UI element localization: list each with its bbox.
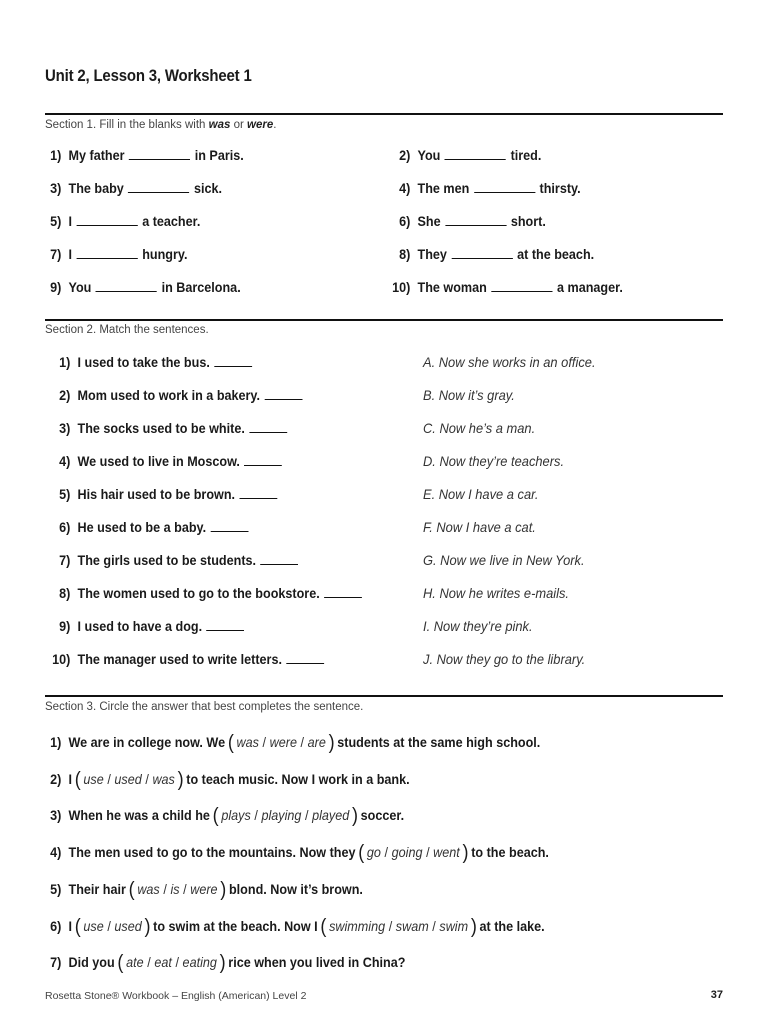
item-text: The woman xyxy=(417,279,487,295)
item-number: 2) xyxy=(399,147,411,163)
item-number: 9) xyxy=(59,618,71,634)
option-separator: / xyxy=(300,734,305,750)
item-number: 10) xyxy=(392,279,411,295)
answer-option: eating xyxy=(182,954,217,971)
fill-blank-item xyxy=(386,147,541,163)
item-text: You xyxy=(417,147,441,163)
option-separator: / xyxy=(147,954,151,971)
item-text: thirsty. xyxy=(539,180,581,196)
circle-answer-item xyxy=(37,952,405,975)
item-text: You xyxy=(68,279,92,295)
open-paren: ( xyxy=(320,915,327,938)
answer-option: used xyxy=(114,770,142,787)
answer-option: was xyxy=(152,770,175,787)
option-separator: / xyxy=(107,770,111,787)
item-text: The girls used to be students. xyxy=(77,552,257,568)
section-divider xyxy=(45,695,723,697)
open-paren: ( xyxy=(227,732,234,754)
item-text: The women used to go to the bookstore. xyxy=(77,585,320,601)
item-number: 8) xyxy=(399,246,411,262)
item-text: The baby xyxy=(68,180,124,196)
answer-option: use xyxy=(83,770,104,787)
match-answer: B. Now it’s gray. xyxy=(423,387,515,403)
open-paren: ( xyxy=(128,878,135,901)
item-text: a manager. xyxy=(557,279,623,295)
close-paren: ) xyxy=(462,842,469,865)
section-divider xyxy=(45,113,723,115)
answer-option: were xyxy=(190,880,218,897)
answer-blank xyxy=(244,453,282,466)
answer-option: are xyxy=(307,734,326,750)
item-text: to teach music. Now I work in a bank. xyxy=(186,770,410,787)
open-paren: ( xyxy=(74,915,81,938)
open-paren: ( xyxy=(117,952,124,975)
section-divider xyxy=(45,319,723,321)
open-paren: ( xyxy=(212,805,219,828)
item-text: students at the same high school. xyxy=(337,734,541,750)
answer-blank xyxy=(240,486,278,499)
option-separator: / xyxy=(305,807,309,824)
item-text: The manager used to write letters. xyxy=(77,651,282,667)
item-number: 1) xyxy=(59,354,71,370)
answer-option: is xyxy=(170,880,180,897)
item-text: I xyxy=(68,213,73,229)
answer-option: were xyxy=(269,734,297,750)
item-number: 2) xyxy=(59,387,71,403)
item-number: 4) xyxy=(59,453,71,469)
item-text: I used to take the bus. xyxy=(77,354,210,370)
item-number: 3) xyxy=(59,420,71,436)
match-answer: J. Now they go to the library. xyxy=(423,651,586,667)
answer-option: going xyxy=(391,844,423,861)
item-number: 3) xyxy=(50,807,62,824)
match-answer: I. Now they’re pink. xyxy=(423,618,533,634)
page-number: 37 xyxy=(710,989,723,1001)
item-text: sick. xyxy=(194,180,223,196)
item-text: We are in college now. We xyxy=(68,734,226,750)
answer-option: swimming xyxy=(329,917,386,934)
item-number: 7) xyxy=(50,954,62,971)
option-separator: / xyxy=(175,954,179,971)
item-text: hungry. xyxy=(142,246,188,262)
fill-blank-item xyxy=(37,279,241,295)
answer-blank xyxy=(324,585,362,598)
item-number: 2) xyxy=(50,770,62,787)
answer-option: played xyxy=(312,807,350,824)
item-number: 1) xyxy=(50,734,62,750)
match-answer: G. Now we live in New York. xyxy=(423,552,585,568)
match-item xyxy=(46,420,287,436)
answer-option: ate xyxy=(126,954,144,971)
match-answer: H. Now he writes e-mails. xyxy=(423,585,570,601)
item-text: soccer. xyxy=(360,807,405,824)
option-separator: / xyxy=(384,844,389,861)
match-item xyxy=(46,354,252,370)
item-text: Their hair xyxy=(68,880,126,897)
item-number: 4) xyxy=(50,844,62,861)
close-paren: ) xyxy=(177,768,184,791)
answer-option: swim xyxy=(439,917,469,934)
match-item xyxy=(46,552,298,568)
answer-blank xyxy=(77,213,138,226)
item-text: in Barcelona. xyxy=(161,279,241,295)
item-text: at the beach. xyxy=(517,246,595,262)
answer-option: use xyxy=(83,917,104,934)
close-paren: ) xyxy=(144,915,151,938)
section3-label: Section 3. Circle the answer that best completes the sentence. xyxy=(45,701,364,713)
answer-option: swam xyxy=(395,917,429,934)
match-answer: C. Now he’s a man. xyxy=(423,420,536,436)
answer-blank xyxy=(129,147,190,160)
answer-blank xyxy=(286,651,324,664)
item-text: I used to have a dog. xyxy=(77,618,203,634)
close-paren: ) xyxy=(351,805,358,828)
item-number: 5) xyxy=(59,486,71,502)
fill-blank-item xyxy=(37,246,187,262)
worksheet-page xyxy=(45,0,723,1024)
answer-blank xyxy=(128,180,189,193)
page-title: Unit 2, Lesson 3, Worksheet 1 xyxy=(45,66,252,85)
close-paren: ) xyxy=(219,952,226,975)
answer-option: playing xyxy=(261,807,302,824)
item-number: 9) xyxy=(50,279,62,295)
item-text: When he was a child he xyxy=(68,807,210,824)
item-number: 6) xyxy=(59,519,71,535)
option-separator: / xyxy=(163,880,167,897)
fill-blank-item xyxy=(386,246,594,262)
item-text: rice when you lived in China? xyxy=(228,954,406,971)
fill-blank-item xyxy=(386,279,623,295)
item-text: to swim at the beach. Now I xyxy=(153,917,318,934)
item-text: I xyxy=(68,246,73,262)
item-text: Mom used to work in a bakery. xyxy=(77,387,261,403)
circle-answer-item xyxy=(37,842,549,865)
answer-blank xyxy=(207,618,245,631)
answer-option: was xyxy=(137,880,160,897)
match-item xyxy=(46,486,277,502)
answer-option: go xyxy=(366,844,381,861)
circle-answer-item xyxy=(37,916,545,939)
option-separator: / xyxy=(183,880,187,897)
item-text: to the beach. xyxy=(471,844,549,861)
item-text: He used to be a baby. xyxy=(77,519,207,535)
fill-blank-item xyxy=(386,180,581,196)
answer-blank xyxy=(214,354,252,367)
match-item xyxy=(46,585,362,601)
item-text: She xyxy=(417,213,441,229)
match-item xyxy=(46,618,244,634)
item-text: My father xyxy=(68,147,125,163)
section2-label: Section 2. Match the sentences. xyxy=(45,324,209,336)
circle-answer-item xyxy=(37,805,404,828)
item-text: a teacher. xyxy=(142,213,201,229)
item-number: 5) xyxy=(50,213,62,229)
match-answer: F. Now I have a cat. xyxy=(423,519,536,535)
open-paren: ( xyxy=(358,842,365,865)
item-text: tired. xyxy=(510,147,542,163)
option-separator: / xyxy=(426,844,430,861)
answer-option: used xyxy=(114,917,142,934)
match-item xyxy=(46,387,302,403)
item-text: at the lake. xyxy=(479,917,545,934)
item-text: short. xyxy=(510,213,546,229)
item-text: I xyxy=(68,770,73,787)
answer-blank xyxy=(474,180,535,193)
fill-blank-item xyxy=(37,213,200,229)
circle-answer-item xyxy=(37,732,540,755)
answer-blank xyxy=(96,279,157,292)
match-item xyxy=(46,519,248,535)
answer-blank xyxy=(211,519,249,532)
item-text: His hair used to be brown. xyxy=(77,486,236,502)
item-number: 1) xyxy=(50,147,62,163)
answer-blank xyxy=(445,147,506,160)
item-number: 8) xyxy=(59,585,71,601)
circle-answer-item xyxy=(37,769,410,792)
close-paren: ) xyxy=(328,732,335,754)
answer-blank xyxy=(77,246,138,259)
match-item xyxy=(46,453,282,469)
answer-blank xyxy=(491,279,552,292)
item-number: 3) xyxy=(50,180,62,196)
footer-text: Rosetta Stone® Workbook – English (American) Level 2 xyxy=(45,990,307,1002)
answer-option: went xyxy=(433,844,460,861)
match-answer: E. Now I have a car. xyxy=(423,486,539,502)
answer-blank xyxy=(249,420,287,433)
answer-option: was xyxy=(236,734,259,750)
option-separator: / xyxy=(254,807,258,824)
item-text: Did you xyxy=(68,954,115,971)
option-separator: / xyxy=(388,917,393,934)
option-separator: / xyxy=(145,770,149,787)
fill-blank-item xyxy=(37,180,222,196)
item-number: 5) xyxy=(50,880,62,897)
item-text: They xyxy=(417,246,447,262)
item-text: I xyxy=(68,917,73,934)
close-paren: ) xyxy=(220,878,227,901)
close-paren: ) xyxy=(470,915,477,938)
item-text: We used to live in Moscow. xyxy=(77,453,240,469)
open-paren: ( xyxy=(74,768,81,791)
match-answer: D. Now they’re teachers. xyxy=(423,453,565,469)
item-number: 6) xyxy=(50,917,62,934)
item-number: 10) xyxy=(52,651,71,667)
answer-blank xyxy=(451,246,512,259)
item-text: The men xyxy=(417,180,470,196)
answer-option: plays xyxy=(221,807,251,824)
item-number: 7) xyxy=(50,246,62,262)
fill-blank-item xyxy=(37,147,244,163)
option-separator: / xyxy=(107,917,111,934)
item-text: The men used to go to the mountains. Now they xyxy=(68,844,356,861)
item-number: 7) xyxy=(59,552,71,568)
item-text: in Paris. xyxy=(194,147,244,163)
item-number: 6) xyxy=(399,213,411,229)
answer-blank xyxy=(445,213,506,226)
item-number: 4) xyxy=(399,180,411,196)
answer-option: eat xyxy=(154,954,172,971)
answer-blank xyxy=(261,552,299,565)
circle-answer-item xyxy=(37,879,363,902)
option-separator: / xyxy=(432,917,436,934)
item-text: blond. Now it’s brown. xyxy=(228,880,363,897)
match-item xyxy=(46,651,324,667)
answer-blank xyxy=(265,387,303,400)
match-answer: A. Now she works in an office. xyxy=(423,354,596,370)
section1-label: Section 1. Fill in the blanks with was or were. xyxy=(45,119,277,131)
option-separator: / xyxy=(262,734,267,750)
fill-blank-item xyxy=(386,213,546,229)
item-text: The socks used to be white. xyxy=(77,420,245,436)
